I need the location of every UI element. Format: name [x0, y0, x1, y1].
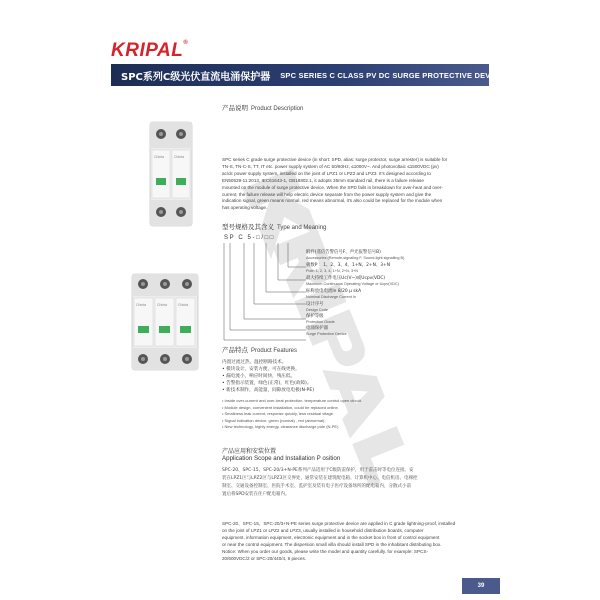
title-en: SPC SERIES C CLASS PV DC SURGE PROTECTIVE DEVICE [280, 70, 504, 80]
feature-en: • New technology, highly energy, clearance discharge pole (N-PE) [222, 424, 339, 430]
spec-en: Nominal Discharge Current In [306, 294, 357, 299]
text-line: TN-S, TN-C-S, TT, IT etc. power supply system of AC 50/60Hz, ≤1000V~. And photovoltaic ≤1500VDC (pv) [222, 163, 439, 169]
text-line: or near the control equipment. The dispersion small villa should install SPD in the inhabitant distributing box. [222, 541, 442, 547]
title-bar [111, 64, 504, 86]
heading-cn: 产品特点 [222, 346, 248, 354]
feature-en: • Inside over-current and over-heat protection, temperature control open circuit. [222, 398, 362, 403]
spec-cn: 设计序号 [306, 302, 324, 307]
heading-en: Type and Meaning [277, 225, 327, 231]
feature-cn: 内置过流过热、温控断路技术。 [222, 360, 287, 365]
feature-cn: • 新技术制作，高能量，间隙放电电极(N-PE) [222, 388, 315, 393]
spec-cn: 保护等级 [306, 314, 324, 319]
spec-en: Maximum Continuous Operating Voltage or Ucpv(VDC) [306, 281, 399, 286]
heading-en: Product Features [251, 348, 298, 354]
spec-accessories [306, 250, 404, 261]
text-line: indication signal, green means normal, red means abnormal, it's also could be replaced for the module when [222, 198, 443, 204]
device-brand-text: Chinta [178, 303, 189, 307]
brand-name: KRIPAL [111, 40, 184, 61]
spec-cn: 标称放电电流In 8/20 μ skA [306, 289, 362, 294]
spec-en: Design Code [306, 307, 328, 312]
three-pole-device-image [129, 272, 201, 372]
device-brand-text: Chinta [174, 155, 185, 159]
spec-design-code [306, 302, 328, 313]
features-list [222, 359, 472, 431]
spec-en: Pole: 1, 2, 3, 4, 1+N, 2+N, 3+N [306, 268, 359, 273]
text-line: 制室、交通设备控制室、医院手术室、监护室及装有电子医疗设备场所的配电箱内，分散式小前 [222, 484, 411, 489]
application-text-en [222, 521, 488, 562]
spec-cn: 最大持续工作电压Uc(V~)或Ucpv(VDC) [306, 276, 386, 281]
application-heading-en: Application Scope and Installation P osition [222, 455, 341, 462]
text-line: has operating voltage. [222, 205, 268, 211]
feature-cn: • 模块设计，安装方便，可在线更换。 [222, 367, 300, 372]
device-brand-text: Chinta [136, 303, 147, 307]
application-heading-cn: 产品应用和安装位置 [222, 448, 277, 455]
feature-cn: • 告警指示装置，绿色(正常)，红色(故障)。 [222, 381, 312, 386]
device-brand-text: Chinta [157, 303, 168, 307]
spec-cn: 电涌保护器 [306, 326, 328, 331]
spec-voltage [306, 276, 399, 287]
registered-mark: ® [183, 40, 189, 46]
text-line: 20/600VDC/2 or SPC-20/440/4, 8 pieces. [222, 555, 307, 561]
heading-en: Product Description [251, 106, 304, 112]
feature-en: • Smallness leak current, response quickly, less residual vltage. [222, 411, 335, 417]
spec-device [306, 326, 347, 337]
text-line: SPC-20、SPC-15、SPC-20/3+N-PE系列产品适用于C级防雷保护，用于雷击时等电位连接。安 [222, 468, 414, 473]
spec-en: Surge Protective Device [306, 331, 347, 336]
application-text-cn [222, 467, 488, 499]
text-line: equipment, information equipment, electronic equipment and in the socket box in front of control equipment [222, 534, 440, 540]
heading-cn: 型号规格及其含义 [222, 223, 274, 231]
features-heading [222, 345, 297, 354]
brand-logo [111, 40, 188, 62]
spec-protection-grade [306, 314, 335, 325]
feature-en: • Module design, convenient installation, could be replaced online. [222, 404, 339, 410]
spec-discharge-current [306, 289, 361, 300]
device-brand-text: Chinta [154, 155, 165, 159]
text-line: 装在LPZ1区与LPZ2区与LPZ3区交界处，通常安装在建筑配电箱、计算机中心、电信机房、电梯控 [222, 476, 418, 481]
text-line: Notice: When you order our goods, please write the model and quantity carefully. for example: SPCS- [222, 548, 428, 554]
text-line: on the joint of LPZ1 or LPZ2 and LPZ3, usually installed in household distribution boards, computer [222, 527, 424, 533]
feature-cn: • 漏电流小，响应时间快，残压低。 [222, 374, 296, 379]
model-code: SP C 5-□/□□ [224, 235, 276, 241]
title-cn: SPC系列C级光伏直流电涌保护器 [121, 71, 271, 83]
spec-cn: 附件(遥信告警信号F、声光报警信号B) [306, 250, 381, 255]
text-line: mounted on the module of surge protective device. When the SPD fails in breakdown for over-heat and over- [222, 184, 443, 190]
text-line: SPC series C grade surge protective device (in short: SPD, alias: surge protector, surge arrester) is suitable for [222, 157, 448, 162]
type-meaning-heading [222, 222, 326, 231]
page-number: 39 [462, 578, 500, 594]
two-pole-device-image [146, 120, 196, 230]
text-line: 置后将SPD安装在住户配电箱内。 [222, 492, 290, 497]
text-line: ac/dc power supply system, installed on the joint of LPZ1 or LPZ2 and LPZ3. It's designed according to [222, 170, 431, 176]
heading-cn: 产品说明 [222, 104, 248, 112]
spec-pole [306, 263, 390, 274]
spec-cn: 极数P ：1、2、3、4、1+N、2+N、3+N [306, 263, 391, 268]
text-line: SPC-20、SPC-15、SPC-20/3+N-PE series surge protective device are applied in C grade lightning-proof, installed [222, 521, 456, 526]
spec-en: Protection Grade [306, 319, 335, 324]
text-line: EN50539-11:2013, IEC61643-1, GB18802.1, it adopts 35mm standard rail, there is a failure release [222, 177, 424, 183]
product-description-text [222, 157, 484, 212]
spec-en: Accessories (Remote-signaling F, Sound-light signalling B) [306, 255, 405, 260]
text-line: current, the failure release will help electric device separate from the power supply system and give the [222, 191, 432, 197]
product-description-heading [222, 103, 303, 112]
feature-en: • Signal indication device, green (normal) , red (abnormal). [222, 417, 326, 423]
